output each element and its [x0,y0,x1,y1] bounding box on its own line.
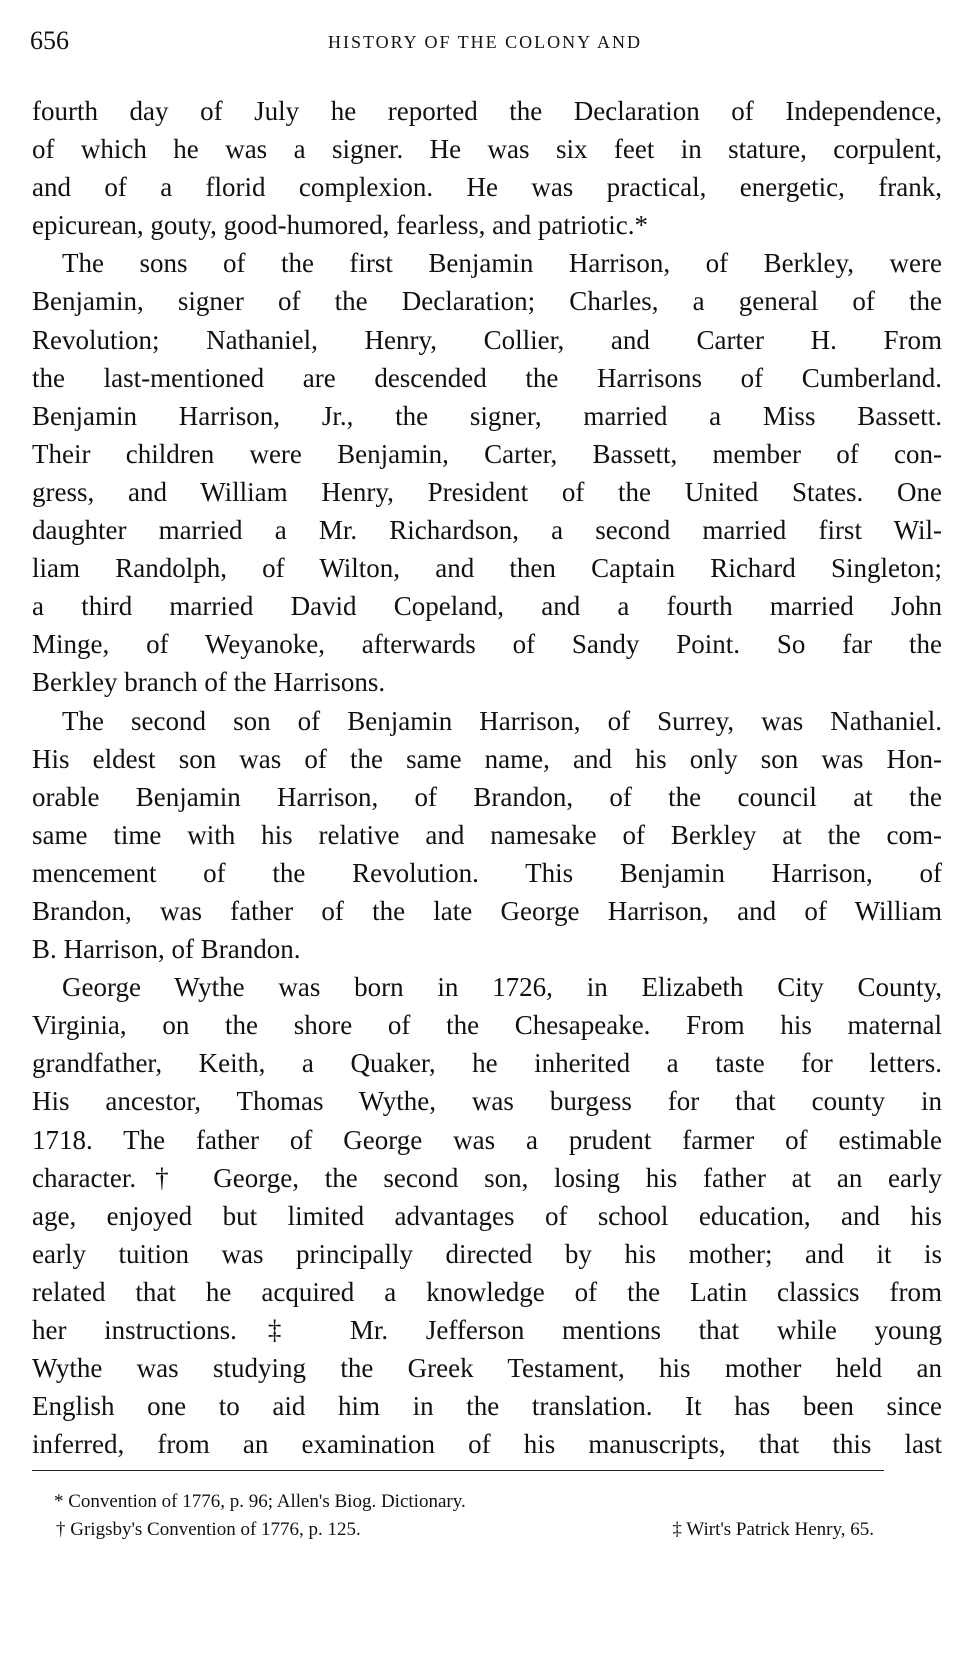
footnotes [32,1488,884,1544]
text-line: daughter married a Mr. Richardson, a second married first Wil- [32,515,942,546]
text-line: and of a florid complexion. He was practical, energetic, frank, [32,172,942,203]
text-line: Brandon, was father of the late George Harrison, and of William [32,895,942,926]
text-line: George Wythe was born in 1726, in Elizabeth City County, [62,972,942,1003]
text-line: His eldest son was of the same name, and his only son was Hon- [32,743,942,774]
footnote-line [32,1488,884,1516]
text-line: Their children were Benjamin, Carter, Bassett, member of con- [32,438,942,469]
text-line: His ancestor, Thomas Wythe, was burgess for that county in [32,1086,942,1117]
text-line: Berkley branch of the Harrisons. [32,667,386,698]
text-line: a third married David Copeland, and a fourth married John [32,591,942,622]
page-header [30,26,940,62]
text-line: B. Harrison, of Brandon. [32,934,301,965]
text-line: Benjamin Harrison, Jr., the signer, married a Miss Bassett. [32,400,942,431]
text-line: related that he acquired a knowledge of the Latin classics from [32,1276,942,1307]
body-text [32,92,942,1463]
text-line: English one to aid him in the translation. It has been since [32,1391,942,1422]
text-line: Benjamin, signer of the Declaration; Charles, a general of the [32,286,942,317]
text-line: same time with his relative and namesake of Berkley at the com- [32,819,942,850]
text-line: mencement of the Revolution. This Benjamin Harrison, of [32,857,942,888]
text-line: fourth day of July he reported the Declaration of Independence, [32,96,942,126]
text-line: The second son of Benjamin Harrison, of Surrey, was Nathaniel. [62,705,942,736]
text-line: her instructions.‡ Mr. Jefferson mentions that while young [32,1315,942,1345]
footnote-divider [32,1470,884,1471]
text-line: epicurean, gouty, good-humored, fearless, and patriotic.* [32,210,649,241]
text-line: inferred, from an examination of his manuscripts, that this last [32,1429,942,1460]
footnote-double-dagger: ‡ Wirt's Patrick Henry, 65. [672,1519,874,1540]
text-line: grandfather, Keith, a Quaker, he inherited a taste for letters. [32,1048,942,1079]
text-line: Revolution; Nathaniel, Henry, Collier, and Carter H. From [32,324,942,355]
page-number: 656 [30,26,69,55]
text-line: The sons of the first Benjamin Harrison, of Berkley, were [62,248,942,279]
footnote-line [32,1516,884,1544]
text-line: orable Benjamin Harrison, of Brandon, of the council at the [32,781,942,812]
text-line: early tuition was principally directed by his mother; and it is [32,1238,942,1269]
text-line: Virginia, on the shore of the Chesapeake. From his maternal [32,1010,942,1041]
running-head: HISTORY OF THE COLONY AND [327,32,643,52]
text-line: age, enjoyed but limited advantages of school education, and his [32,1200,942,1231]
text-line: liam Randolph, of Wilton, and then Captain Richard Singleton; [32,553,942,584]
footnote-asterisk: * Convention of 1776, p. 96; Allen's Biog. Dictionary. [54,1491,466,1512]
text-line: Minge, of Weyanoke, afterwards of Sandy Point. So far the [32,629,942,660]
text-line: Wythe was studying the Greek Testament, his mother held an [32,1353,942,1384]
text-line: 1718. The father of George was a prudent farmer of estimable [32,1124,942,1155]
footnote-dagger: † Grigsby's Convention of 1776, p. 125. [56,1519,361,1540]
text-line: gress, and William Henry, President of the United States. One [32,476,942,507]
text-line: character.† George, the second son, losing his father at an early [32,1162,942,1193]
text-line: of which he was a signer. He was six feet in stature, corpulent, [32,134,942,165]
text-line: the last-mentioned are descended the Harrisons of Cumberland. [32,362,942,393]
